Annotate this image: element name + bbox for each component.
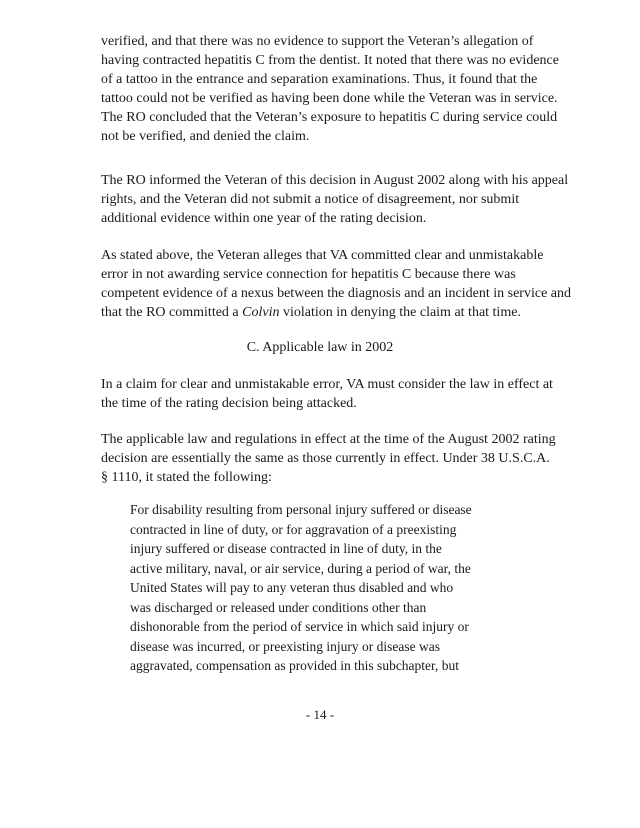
text-segment: violation in denying the claim at that time. [279,305,521,320]
quote-line: For disability resulting from personal injury suffered or disease [130,502,472,517]
text-line: tattoo could not be verified as having been done while the Veteran was in service. [101,91,558,106]
paragraph-applicable-law [101,430,561,487]
text-line: verified, and that there was no evidence to support the Veteran’s allegation of [101,34,534,49]
case-name-italic: Colvin [242,305,280,320]
text-line: of a tattoo in the entrance and separation examinations. Thus, it found that the [101,72,538,87]
paragraph-veteran-allegation [101,246,571,322]
text-segment: that the RO committed a [101,305,243,320]
text-line: § 1110, it stated the following: [101,470,272,485]
statute-block-quote [130,500,470,676]
text-line: having contracted hepatitis C from the dentist. It noted that there was no evidence [101,53,559,68]
text-line: competent evidence of a nexus between the diagnosis and an incident in service and [101,286,571,301]
text-line: error in not awarding service connection for hepatitis C because there was [101,267,516,282]
section-heading: C. Applicable law in 2002 [246,340,394,355]
quote-line: disease was incurred, or preexisting injury or disease was [130,638,441,654]
quote-line: United States will pay to any veteran thus disabled and who [130,580,454,595]
text-line: additional evidence within one year of the rating decision. [101,211,427,226]
text-line: decision are essentially the same as those currently in effect. Under 38 U.S.C.A. [101,451,550,466]
text-line: the time of the rating decision being attacked. [101,396,357,411]
paragraph-cue-law [101,375,561,413]
text-line [101,303,561,322]
quote-line: aggravated, compensation as provided in this subchapter, but [130,658,459,673]
paragraph-ro-conclusion [101,32,561,146]
text-line: As stated above, the Veteran alleges that VA committed clear and unmistakable [101,248,544,263]
quote-line: dishonorable from the period of service in which said injury or [130,619,469,634]
page-number: - 14 - [305,707,335,722]
text-line: The applicable law and regulations in effect at the time of the August 2002 rating [101,432,556,447]
text-line: In a claim for clear and unmistakable error, VA must consider the law in effect at [101,377,553,392]
text-line: The RO informed the Veteran of this decision in August 2002 along with his appeal [101,173,569,188]
paragraph-ro-notice [101,171,569,228]
text-line: rights, and the Veteran did not submit a notice of disagreement, nor submit [101,192,520,207]
quote-line: was discharged or released under conditions other than [130,599,427,615]
text-line: not be verified, and denied the claim. [101,129,310,144]
quote-line: injury suffered or disease contracted in line of duty, in the [130,541,442,556]
quote-line: active military, naval, or air service, during a period of war, the [130,560,471,576]
text-line: The RO concluded that the Veteran’s exposure to hepatitis C during service could [101,110,558,125]
quote-line: contracted in line of duty, or for aggravation of a preexisting [130,521,457,537]
